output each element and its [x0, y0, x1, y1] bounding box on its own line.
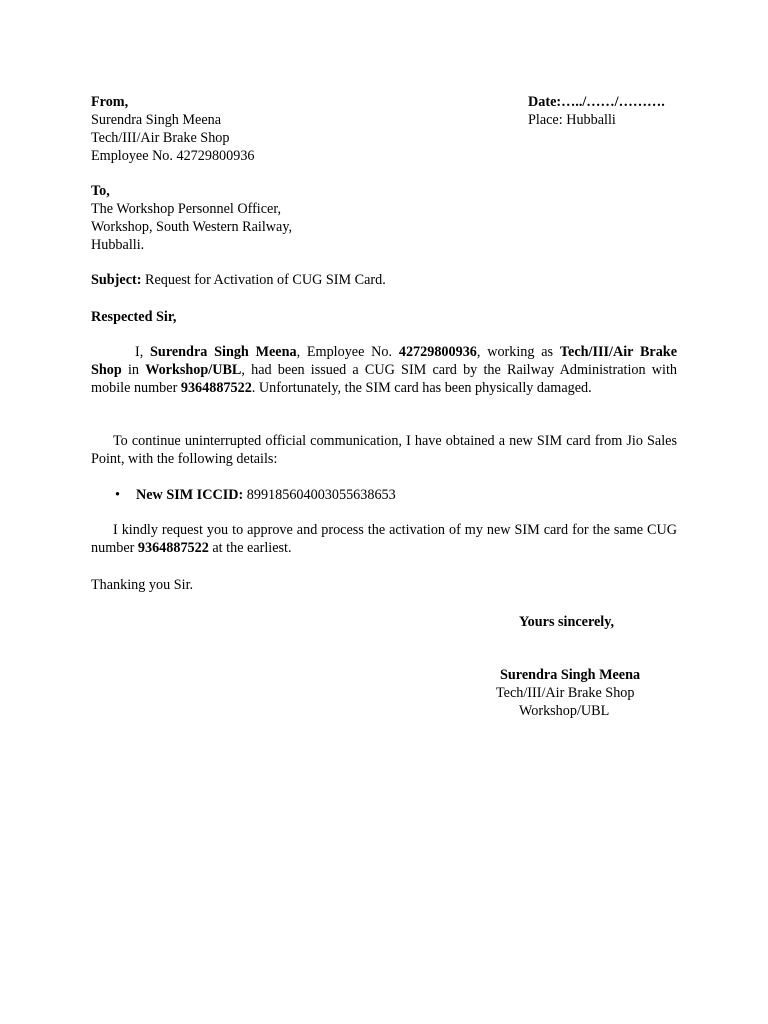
iccid-value: 89918560400305563865​3	[243, 487, 396, 503]
body-paragraph-1: I, Surendra Singh Meena, Employee No. 42729800936, working as Tech/III/Air Brake Shop in Workshop/UBL, had been issued a CUG SIM card by the Railway Administration with mobile number 9364887522. Unfortunately, the SIM card has been physically damaged.	[91, 344, 677, 396]
recipient-block	[91, 182, 292, 254]
closing-line: Yours sincerely,	[519, 614, 615, 630]
subject-label: Subject:	[91, 272, 142, 288]
iccid-label: New SIM ICCID:	[136, 487, 244, 503]
bullet-icon: •	[115, 487, 120, 503]
date-field: Date:…../……/……….	[528, 94, 665, 110]
signature-unit: Workshop/UBL	[519, 703, 610, 719]
sender-block	[91, 93, 255, 165]
sender-name: Surendra Singh Meena	[91, 112, 222, 128]
employee-unit: Workshop/UBL	[145, 362, 242, 378]
subject-line	[91, 271, 386, 289]
employee-designation: Tech/III/Air Brake Shop	[91, 344, 677, 378]
employee-number: 42729800936	[398, 344, 477, 360]
signature-name: Surendra Singh Meena	[500, 667, 641, 683]
signature-designation: Tech/III/Air Brake Shop	[496, 685, 635, 701]
list-item	[115, 486, 396, 504]
recipient-line-1: The Workshop Personnel Officer,	[91, 201, 282, 217]
recipient-line-3: Hubballi.	[91, 237, 145, 253]
place-field: Place: Hubballi	[528, 112, 616, 128]
thanks-line: Thanking you Sir.	[91, 577, 194, 593]
cug-number: 9364887522	[137, 540, 209, 556]
sender-designation: Tech/III/Air Brake Shop	[91, 130, 230, 146]
to-heading: To,	[91, 183, 110, 199]
recipient-line-2: Workshop, South Western Railway,	[91, 219, 293, 235]
date-place-block	[528, 93, 665, 129]
sender-employee-no: Employee No. 42729800936	[91, 148, 255, 164]
employee-name: Surendra Singh Meena	[150, 344, 297, 360]
subject-text: Request for Activation of CUG SIM Card.	[141, 272, 386, 288]
mobile-number: 9364887522	[180, 380, 252, 396]
salutation: Respected Sir,	[91, 309, 177, 325]
body-paragraph-3: I kindly request you to approve and process the activation of my new SIM card for the same CUG number 9364887522 at the earliest.	[91, 522, 677, 556]
body-paragraph-2: To continue uninterrupted official communication, I have obtained a new SIM card from Jio Sales Point, with the following details:	[91, 433, 677, 467]
from-heading: From,	[91, 94, 129, 110]
